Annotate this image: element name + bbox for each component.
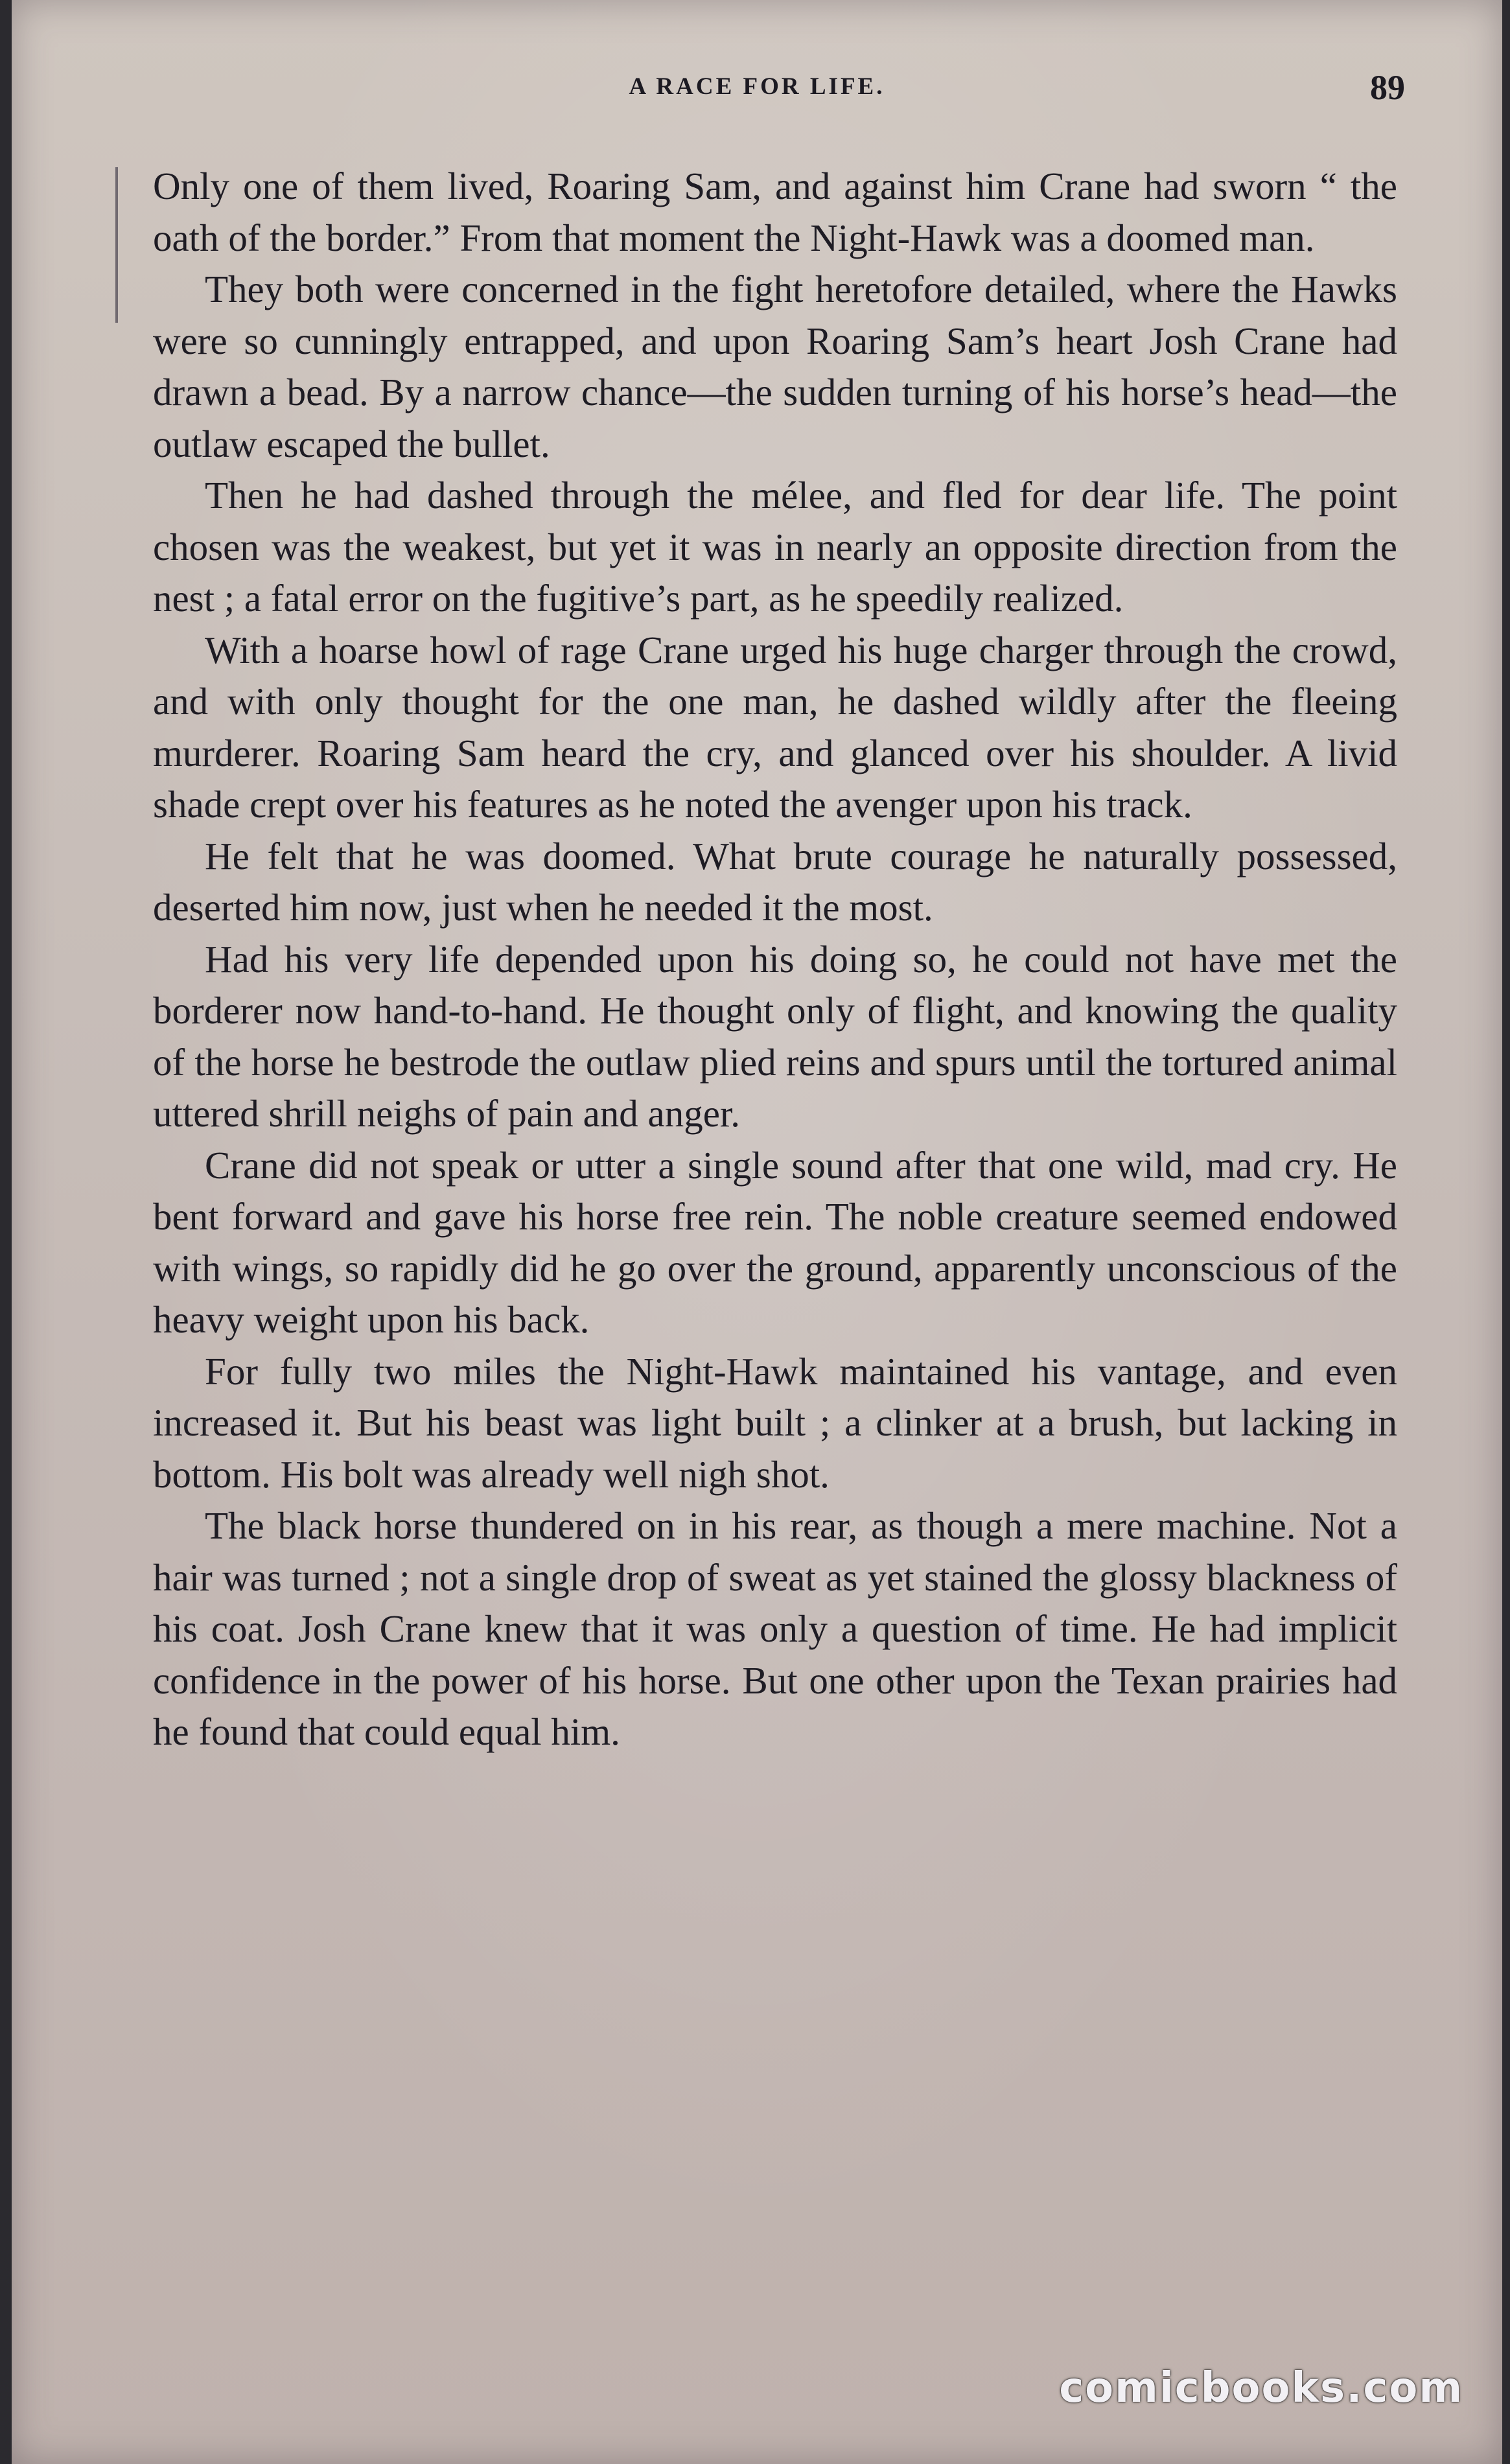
paragraph: Crane did not speak or utter a single sound after that one wild, mad cry. He bent forward and gave his horse free rein. The noble creature seemed endowed with wings, so rapidly did he go over the ground, apparently unconscious of the heavy weight upon his back. bbox=[153, 1143, 1397, 1341]
page-number: 89 bbox=[1370, 68, 1405, 107]
watermark-logo: comicbooks.com bbox=[1059, 2364, 1463, 2412]
paragraph: With a hoarse howl of rage Crane urged his huge charger through the crowd, and with only thought for the one man, he dashed wildly after the fleeing murderer. Roaring Sam heard the cry, and glanced over his shoulder. A livid shade crept over his features as he noted the avenger upon his track. bbox=[153, 628, 1397, 826]
running-title: A RACE FOR LIFE. bbox=[629, 73, 885, 100]
paragraph: Then he had dashed through the mélee, and fled for dear life. The point chosen was the weakest, but yet it was in nearly an opposite direction from the nest ; a fatal error on the fugitive’s part, as he speedily realized. bbox=[153, 474, 1397, 620]
paragraph: Had his very life depended upon his doing so, he could not have met the borderer now hand-to-hand. He thought only of flight, and knowing the quality of the horse he bestrode the outlaw plied reins and spurs until the tortured animal uttered shrill neighs of pain and anger. bbox=[153, 937, 1397, 1135]
paragraph: They both were concerned in the fight heretofore detailed, where the Hawks were so cunningly entrapped, and upon Roaring Sam’s heart Josh Crane had drawn a bead. By a narrow chance—the sudden turning of his horse’s head—the outlaw escaped the bullet. bbox=[153, 268, 1397, 465]
body-text bbox=[153, 161, 1397, 1758]
paragraph: The black horse thundered on in his rear, as though a mere machine. Not a hair was turned ; not a single drop of sweat as yet stained the glossy blackness of his coat. Josh Crane knew that it was only a question of time. He had implicit confidence in the power of his horse. But one other upon the Texan prairies had he found that could equal him. bbox=[153, 1504, 1397, 1753]
paragraph: Only one of them lived, Roaring Sam, and against him Crane had sworn “ the oath of the border.” From that moment the Night-Hawk was a doomed man. bbox=[153, 165, 1397, 259]
book-page bbox=[12, 0, 1502, 2464]
paragraph: He felt that he was doomed. What brute courage he naturally possessed, deserted him now, just when he needed it the most. bbox=[153, 834, 1397, 929]
running-head bbox=[12, 68, 1502, 111]
margin-mark bbox=[115, 167, 118, 323]
paragraph: For fully two miles the Night-Hawk maintained his vantage, and even increased it. But his beast was light built ; a clinker at a brush, but lacking in bottom. His bolt was already well nigh shot. bbox=[153, 1349, 1397, 1496]
